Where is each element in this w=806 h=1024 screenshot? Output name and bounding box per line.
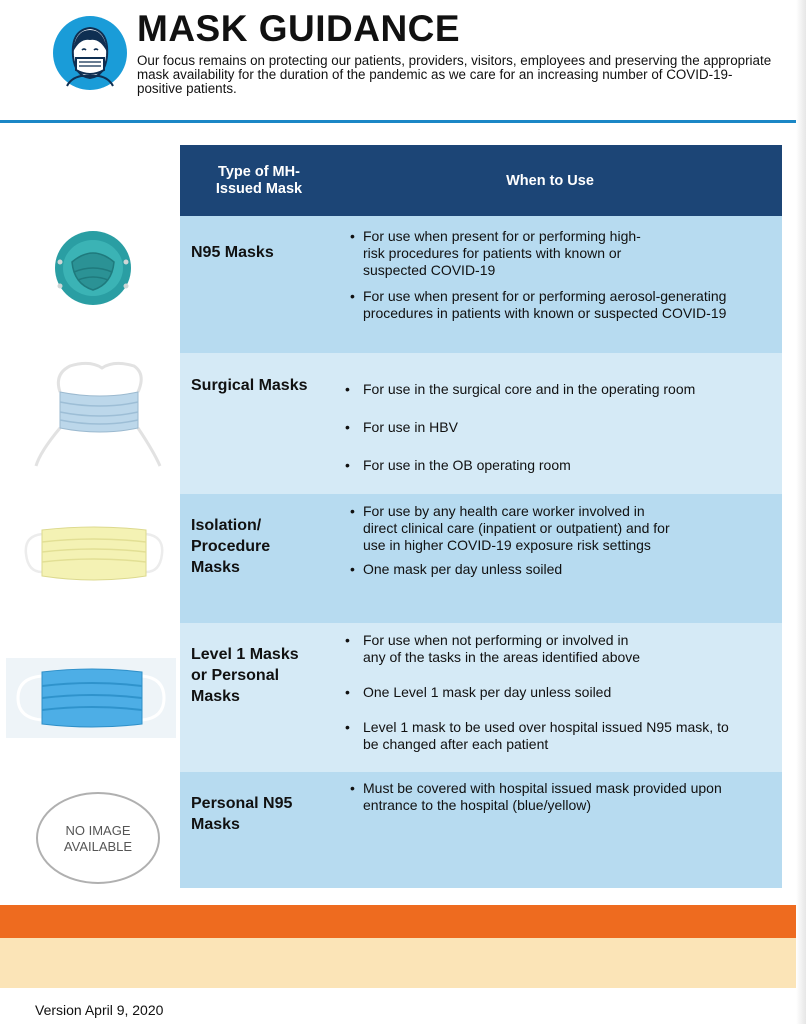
- use-item: • Must be covered with hospital issued mask provided upon entrance to the hospital (blue/yellow): [350, 780, 782, 814]
- use-item: • For use when present for or performing high- risk procedures for patients with known or suspected COVID-19: [350, 228, 782, 279]
- mask-type-label: Level 1 Masks or Personal Masks: [191, 646, 299, 705]
- use-item: • For use when present for or performing aerosol-generating procedures in patients with known or suspected COVID-19: [350, 288, 782, 322]
- no-image-line1: NO IMAGE: [65, 823, 131, 838]
- no-image-line2: AVAILABLE: [63, 839, 133, 854]
- level-1-mask-image: [6, 658, 176, 743]
- use-item: • For use in the surgical core and in the operating room: [350, 381, 782, 398]
- table-row-isolation: [180, 494, 782, 623]
- surgical-mask-image: [30, 356, 166, 479]
- use-item: • For use when not performing or involved in any of the tasks in the areas identified above: [350, 632, 782, 666]
- use-item: • Level 1 mask to be used over hospital issued N95 mask, to be changed after each patient: [350, 719, 782, 753]
- column-header-mask-type: Type of MH- Issued Mask: [215, 163, 303, 197]
- mask-type-label: N95 Masks: [191, 244, 274, 261]
- use-item: • One mask per day unless soiled: [350, 561, 782, 578]
- footer-orange-band: [0, 905, 796, 938]
- use-item: • For use in the OB operating room: [350, 457, 782, 474]
- isolation-mask-image: [22, 522, 166, 591]
- no-image-available-placeholder: [34, 790, 162, 891]
- footer-cream-band: [0, 938, 796, 988]
- version-label: Version April 9, 2020: [35, 1002, 164, 1018]
- table-row-n95: [180, 216, 782, 353]
- use-item: • For use in HBV: [350, 419, 782, 436]
- table-header: [180, 145, 782, 216]
- header-divider: [0, 120, 796, 123]
- use-item: • For use by any health care worker involved in direct clinical care (inpatient or outpatient) and for use in higher COVID-19 exposure risk settings: [350, 503, 782, 554]
- mask-type-label: Personal N95 Masks: [191, 795, 293, 833]
- face-mask-person-icon: [53, 16, 127, 90]
- n95-mask-image: [50, 224, 136, 315]
- table-row-level-1: [180, 623, 782, 772]
- mask-type-label: Surgical Masks: [191, 377, 308, 394]
- column-header-when-to-use: When to Use: [506, 172, 594, 189]
- table-row-personal-n95: [180, 772, 782, 888]
- page-title: MASK GUIDANCE: [137, 8, 461, 49]
- page-edge-shadow: [796, 0, 806, 1024]
- mask-guidance-table: [180, 145, 782, 888]
- intro-text: Our focus remains on protecting our patients, providers, visitors, employees and preserving the appropriate mask availability for the duration of the pandemic as we care for an increasing number of COVID-19-positive patients.: [137, 53, 772, 97]
- use-item: • One Level 1 mask per day unless soiled: [350, 684, 782, 701]
- mask-type-label: Isolation/ Procedure Masks: [191, 517, 271, 576]
- table-row-surgical: [180, 353, 782, 494]
